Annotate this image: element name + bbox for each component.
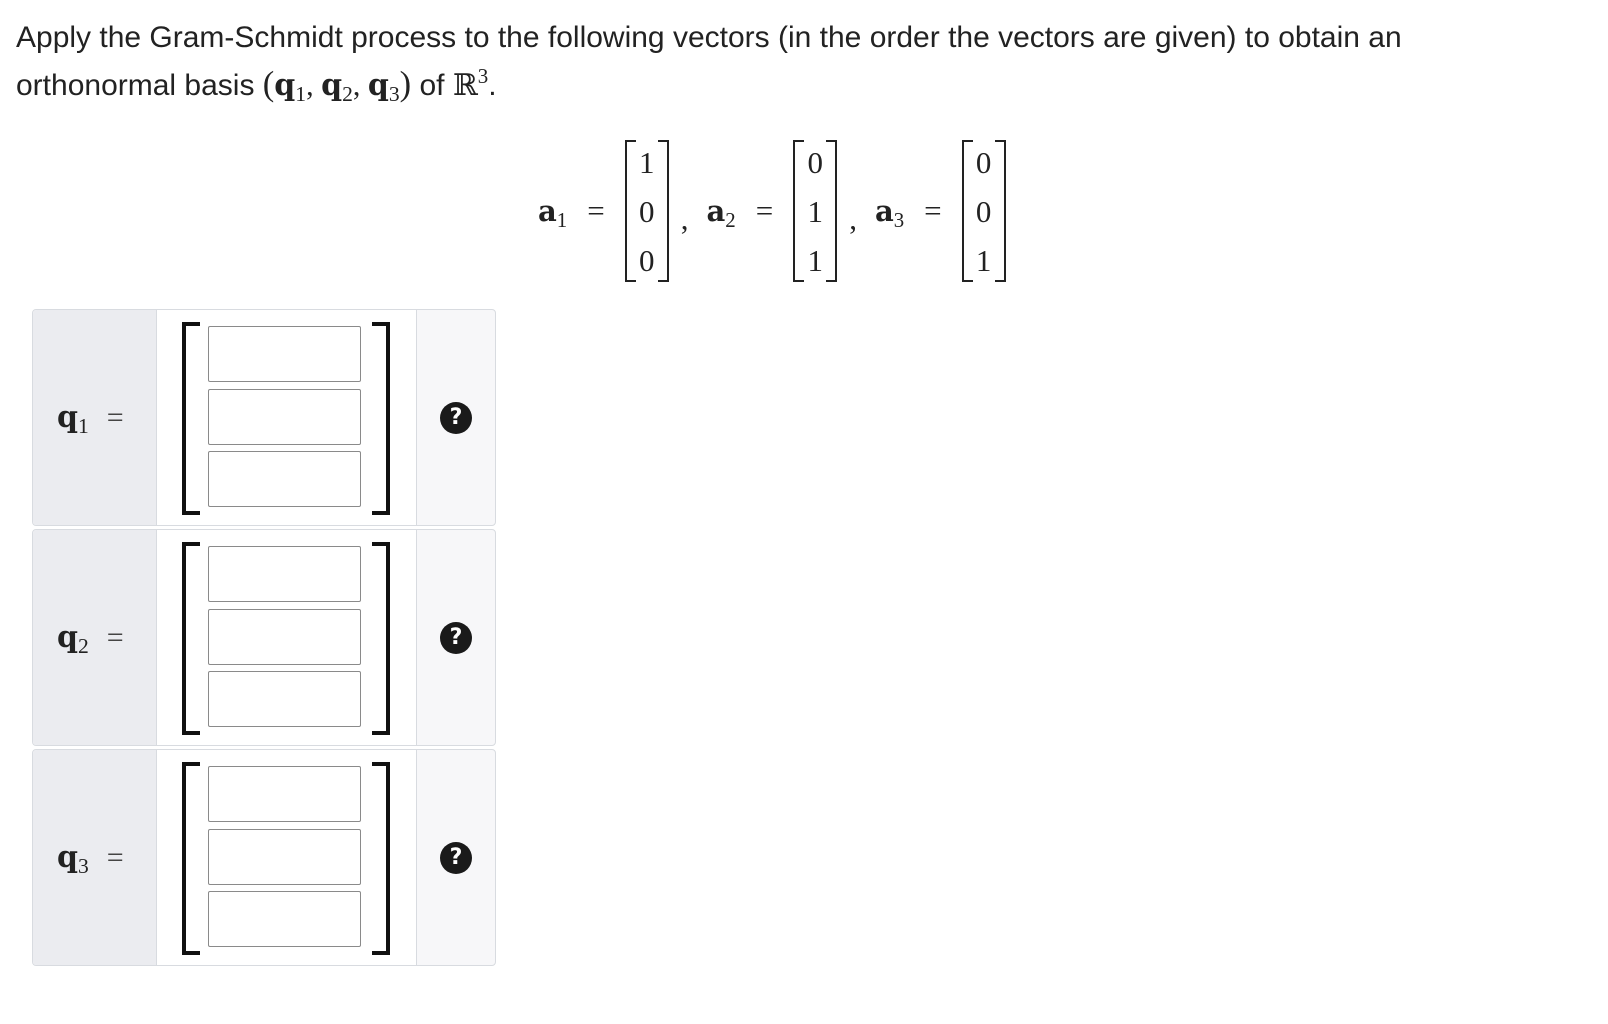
q2-entry-2-input[interactable]	[208, 609, 361, 665]
prompt-line-1: Apply the Gram-Schmidt process to the following vectors (in the order the vectors are given) to obtain an	[16, 21, 1402, 54]
space-exponent: 3	[477, 64, 489, 89]
vector-entry: 1	[807, 243, 823, 278]
vector-a2-column	[793, 138, 837, 284]
q1-entry-3-input[interactable]	[208, 451, 361, 507]
help-cell-q1	[417, 310, 495, 525]
answer-matrix-q2	[157, 530, 417, 745]
matrix-left-bracket	[182, 322, 200, 515]
prompt-line-2: orthonormal basis ($q_1$, $q_2$, $q_3$) of ℝ$^3$.	[16, 64, 497, 107]
prompt-basis-text: orthonormal basis	[16, 69, 263, 102]
answer-row-q2	[32, 529, 496, 746]
vector-a1-label: $a_1$	[538, 194, 568, 232]
vector-a1-column	[625, 138, 669, 284]
help-cell-q3	[417, 750, 495, 965]
vector-a3-column	[962, 138, 1006, 284]
answer-label-q3: $q_3$ =	[33, 750, 157, 965]
help-cell-q2	[417, 530, 495, 745]
vector-entry: 1	[975, 243, 992, 278]
prompt-of-text: of	[411, 69, 453, 102]
answer-matrix-q1	[157, 310, 417, 525]
answer-table	[32, 309, 496, 969]
real-space-symbol: ℝ	[452, 69, 478, 102]
q2-entry-3-input[interactable]	[208, 671, 361, 727]
basis-q2: $q_2$	[321, 68, 353, 107]
matrix-left-bracket	[182, 762, 200, 955]
close-paren: )	[399, 65, 412, 103]
answer-row-q3	[32, 749, 496, 966]
matrix-left-bracket	[182, 542, 200, 735]
vector-entry: 1	[638, 145, 655, 180]
help-question-icon[interactable]: ?	[440, 622, 472, 654]
basis-q3: $q_3$	[367, 68, 400, 107]
matrix-right-bracket	[372, 762, 390, 955]
q3-entry-1-input[interactable]	[208, 766, 361, 822]
vector-a2-label: $a_2$	[706, 194, 736, 232]
vector-entry: 0	[975, 194, 992, 229]
answer-row-q1	[32, 309, 496, 526]
answer-label-q2: $q_2$ =	[33, 530, 157, 745]
q3-entry-3-input[interactable]	[208, 891, 361, 947]
equals-sign: =	[755, 193, 774, 228]
separator-comma: ,	[849, 201, 857, 236]
q1-entry-2-input[interactable]	[208, 389, 361, 445]
vector-entry: 0	[638, 194, 655, 229]
q2-entry-1-input[interactable]	[208, 546, 361, 602]
matrix-right-bracket	[372, 322, 390, 515]
matrix-right-bracket	[372, 542, 390, 735]
vector-entry: 0	[975, 145, 992, 180]
answer-matrix-q3	[157, 750, 417, 965]
q1-entry-1-input[interactable]	[208, 326, 361, 382]
answer-label-q1: $q_1$ =	[33, 310, 157, 525]
help-question-icon[interactable]: ?	[440, 402, 472, 434]
given-vectors	[538, 136, 1006, 286]
basis-q1: $q_1$	[274, 68, 307, 107]
question-prompt	[16, 14, 1576, 112]
prompt-period: .	[488, 69, 497, 102]
equals-sign: =	[587, 193, 605, 228]
help-question-icon[interactable]: ?	[440, 842, 472, 874]
vector-entry: 0	[638, 243, 655, 278]
equals-sign: =	[924, 193, 942, 228]
vector-a3-label: $a_3$	[874, 194, 905, 232]
separator-comma: ,	[680, 201, 689, 236]
vector-entry: 1	[807, 194, 823, 229]
q3-entry-2-input[interactable]	[208, 829, 361, 885]
vector-entry: 0	[807, 145, 823, 180]
open-paren: (	[262, 65, 275, 103]
